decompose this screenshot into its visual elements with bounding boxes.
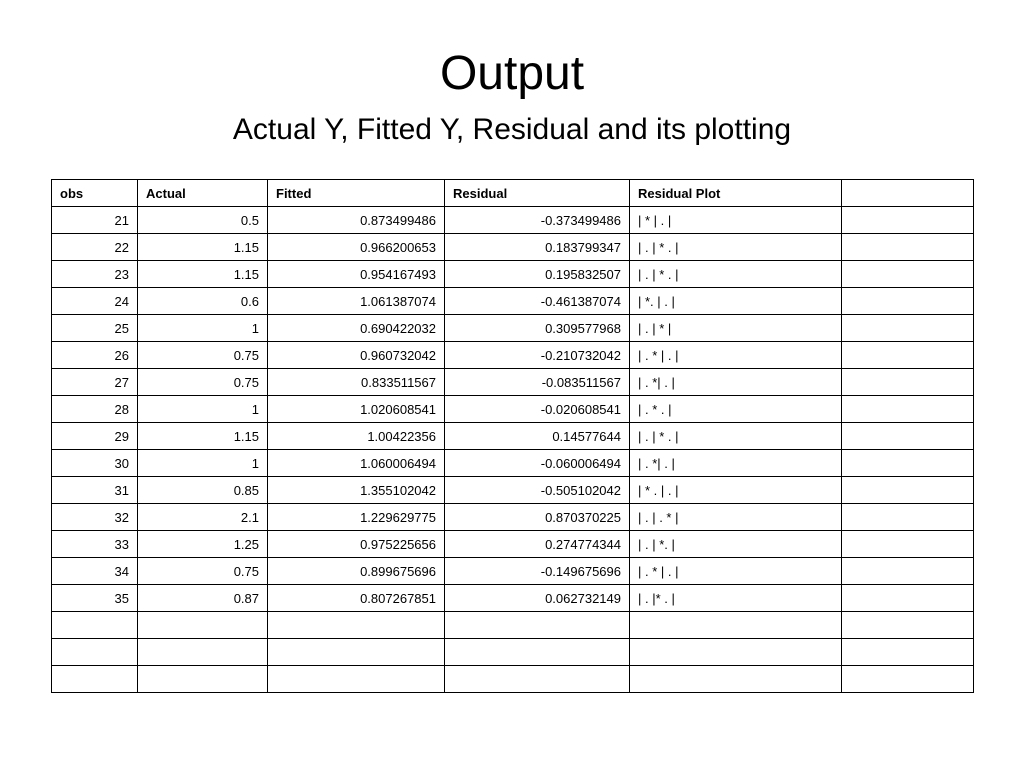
cell-actual: 0.87 — [138, 585, 268, 612]
header-fitted: Fitted — [268, 180, 445, 207]
table-row — [52, 288, 974, 315]
cell-obs: 21 — [52, 207, 138, 234]
table-row — [52, 423, 974, 450]
cell-actual: 0.6 — [138, 288, 268, 315]
cell-residual-plot: | . *| . | — [630, 450, 842, 477]
cell-blank — [842, 666, 974, 693]
cell-actual: 2.1 — [138, 504, 268, 531]
table-row — [52, 315, 974, 342]
cell-obs: 34 — [52, 558, 138, 585]
cell-fitted: 1.00422356 — [268, 423, 445, 450]
cell-obs: 31 — [52, 477, 138, 504]
cell-blank — [842, 288, 974, 315]
cell-fitted: 1.355102042 — [268, 477, 445, 504]
cell-obs — [52, 666, 138, 693]
cell-residual: 0.309577968 — [445, 315, 630, 342]
cell-residual: -0.020608541 — [445, 396, 630, 423]
cell-blank — [842, 612, 974, 639]
header-obs: obs — [52, 180, 138, 207]
cell-blank — [842, 234, 974, 261]
table-row — [52, 342, 974, 369]
cell-residual-plot: | . * . | — [630, 396, 842, 423]
cell-residual: 0.14577644 — [445, 423, 630, 450]
cell-fitted: 1.020608541 — [268, 396, 445, 423]
cell-blank — [842, 342, 974, 369]
page-title: Output — [439, 47, 585, 100]
cell-residual-plot: | *. | . | — [630, 288, 842, 315]
cell-residual-plot: | . | * . | — [630, 234, 842, 261]
cell-residual: 0.183799347 — [445, 234, 630, 261]
cell-actual: 0.75 — [138, 369, 268, 396]
cell-blank — [842, 207, 974, 234]
header-residual-plot: Residual Plot — [630, 180, 842, 207]
cell-blank — [842, 504, 974, 531]
cell-obs: 26 — [52, 342, 138, 369]
cell-actual — [138, 666, 268, 693]
table-row — [52, 531, 974, 558]
cell-actual: 0.75 — [138, 558, 268, 585]
cell-obs: 23 — [52, 261, 138, 288]
cell-actual — [138, 639, 268, 666]
table-row — [52, 639, 974, 666]
cell-fitted: 0.966200653 — [268, 234, 445, 261]
cell-residual-plot: | . *| . | — [630, 369, 842, 396]
cell-blank — [842, 477, 974, 504]
header-actual: Actual — [138, 180, 268, 207]
cell-actual: 1.15 — [138, 423, 268, 450]
cell-blank — [842, 450, 974, 477]
table-row — [52, 558, 974, 585]
cell-actual: 1 — [138, 450, 268, 477]
cell-residual: -0.060006494 — [445, 450, 630, 477]
cell-obs — [52, 639, 138, 666]
table-row — [52, 450, 974, 477]
cell-residual — [445, 666, 630, 693]
output-table-body — [52, 180, 974, 693]
cell-actual: 0.5 — [138, 207, 268, 234]
cell-residual-plot: | . | * . | — [630, 423, 842, 450]
cell-obs: 29 — [52, 423, 138, 450]
cell-blank — [842, 396, 974, 423]
cell-fitted: 0.690422032 — [268, 315, 445, 342]
cell-fitted: 0.975225656 — [268, 531, 445, 558]
cell-residual-plot: | * | . | — [630, 207, 842, 234]
cell-actual: 1.15 — [138, 261, 268, 288]
cell-residual-plot — [630, 639, 842, 666]
cell-fitted — [268, 612, 445, 639]
cell-fitted: 0.807267851 — [268, 585, 445, 612]
cell-obs: 24 — [52, 288, 138, 315]
cell-obs: 25 — [52, 315, 138, 342]
cell-residual: -0.461387074 — [445, 288, 630, 315]
table-header-row — [52, 180, 974, 207]
cell-fitted: 0.960732042 — [268, 342, 445, 369]
cell-residual-plot: | . | . * | — [630, 504, 842, 531]
cell-residual: 0.195832507 — [445, 261, 630, 288]
cell-residual: 0.870370225 — [445, 504, 630, 531]
header-residual: Residual — [445, 180, 630, 207]
cell-residual-plot: | . * | . | — [630, 342, 842, 369]
header-blank — [842, 180, 974, 207]
cell-obs: 33 — [52, 531, 138, 558]
cell-residual-plot: | * . | . | — [630, 477, 842, 504]
table-row — [52, 612, 974, 639]
cell-residual: 0.274774344 — [445, 531, 630, 558]
cell-fitted: 0.899675696 — [268, 558, 445, 585]
cell-blank — [842, 423, 974, 450]
cell-fitted: 0.873499486 — [268, 207, 445, 234]
cell-blank — [842, 531, 974, 558]
cell-fitted: 0.833511567 — [268, 369, 445, 396]
table-row — [52, 585, 974, 612]
cell-obs: 22 — [52, 234, 138, 261]
cell-residual: -0.505102042 — [445, 477, 630, 504]
cell-actual: 1.25 — [138, 531, 268, 558]
cell-residual: -0.210732042 — [445, 342, 630, 369]
cell-fitted: 0.954167493 — [268, 261, 445, 288]
cell-fitted: 1.229629775 — [268, 504, 445, 531]
cell-actual: 1 — [138, 315, 268, 342]
cell-residual: -0.373499486 — [445, 207, 630, 234]
cell-fitted — [268, 639, 445, 666]
table-row — [52, 396, 974, 423]
cell-fitted: 1.060006494 — [268, 450, 445, 477]
page-subtitle: Actual Y, Fitted Y, Residual and its plotting — [232, 113, 792, 146]
table-row — [52, 234, 974, 261]
cell-residual-plot — [630, 612, 842, 639]
cell-actual: 1.15 — [138, 234, 268, 261]
cell-residual-plot: | . |* . | — [630, 585, 842, 612]
cell-residual-plot — [630, 666, 842, 693]
table-row — [52, 369, 974, 396]
table-row — [52, 477, 974, 504]
cell-blank — [842, 585, 974, 612]
cell-blank — [842, 369, 974, 396]
table-row — [52, 666, 974, 693]
cell-residual-plot: | . | * | — [630, 315, 842, 342]
cell-actual: 0.75 — [138, 342, 268, 369]
cell-fitted: 1.061387074 — [268, 288, 445, 315]
cell-residual — [445, 639, 630, 666]
cell-actual — [138, 612, 268, 639]
cell-obs: 35 — [52, 585, 138, 612]
cell-obs: 32 — [52, 504, 138, 531]
output-table — [51, 179, 974, 693]
cell-fitted — [268, 666, 445, 693]
table-row — [52, 504, 974, 531]
cell-blank — [842, 558, 974, 585]
table-row — [52, 261, 974, 288]
cell-blank — [842, 639, 974, 666]
cell-obs: 28 — [52, 396, 138, 423]
table-row — [52, 207, 974, 234]
cell-actual: 0.85 — [138, 477, 268, 504]
cell-residual: -0.149675696 — [445, 558, 630, 585]
cell-obs: 30 — [52, 450, 138, 477]
cell-blank — [842, 261, 974, 288]
cell-residual-plot: | . | *. | — [630, 531, 842, 558]
cell-obs: 27 — [52, 369, 138, 396]
cell-residual-plot: | . * | . | — [630, 558, 842, 585]
cell-residual: -0.083511567 — [445, 369, 630, 396]
cell-residual-plot: | . | * . | — [630, 261, 842, 288]
cell-residual — [445, 612, 630, 639]
cell-residual: 0.062732149 — [445, 585, 630, 612]
cell-obs — [52, 612, 138, 639]
cell-actual: 1 — [138, 396, 268, 423]
cell-blank — [842, 315, 974, 342]
